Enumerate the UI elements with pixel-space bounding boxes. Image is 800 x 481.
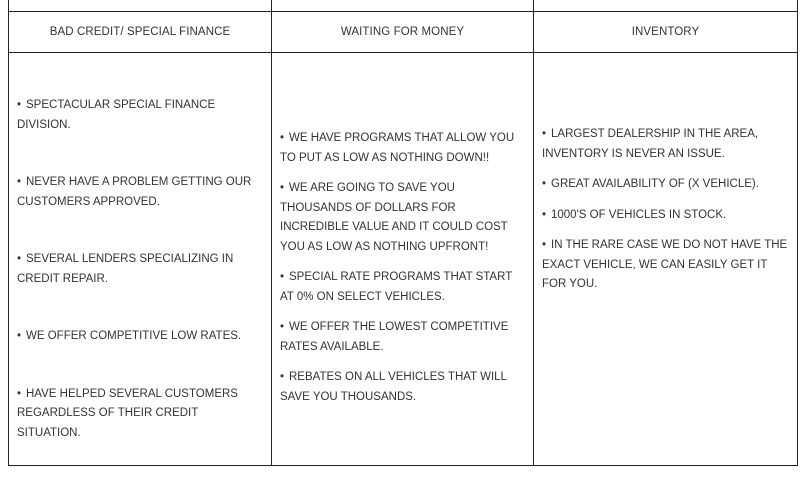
top-cell-2	[272, 0, 534, 12]
top-cell-3	[534, 0, 798, 12]
list-item-text: WE HAVE PROGRAMS THAT ALLOW YOU TO PUT AS LOW AS NOTHING DOWN!!	[280, 132, 515, 164]
bullet-icon: •	[542, 128, 547, 140]
bullet-icon: •	[17, 387, 22, 400]
column-header-bad-credit: BAD CREDIT/ SPECIAL FINANCE	[9, 12, 272, 53]
list-item-text: WE OFFER COMPETITIVE LOW RATES.	[26, 330, 242, 342]
bullet-icon: •	[17, 330, 22, 342]
bullet-icon: •	[542, 178, 547, 190]
top-cell-1	[9, 0, 272, 12]
list-item	[542, 175, 789, 195]
bad-credit-list	[17, 96, 263, 481]
list-item-text: GREAT AVAILABILITY OF (X VEHICLE).	[551, 178, 759, 190]
column-header-waiting-for-money: WAITING FOR MONEY	[272, 12, 534, 53]
bullet-icon: •	[542, 208, 547, 221]
list-item	[17, 250, 263, 289]
list-item	[17, 385, 263, 444]
list-item-text: SEVERAL LENDERS SPECIALIZING IN CREDIT REPAIR.	[17, 253, 234, 285]
bullet-icon: •	[280, 321, 285, 333]
list-item-text: HAVE HELPED SEVERAL CUSTOMERS REGARDLESS OF THEIR CREDIT SITUATION.	[17, 387, 238, 439]
list-item	[280, 268, 525, 307]
list-item	[17, 327, 263, 347]
inventory-list	[542, 125, 789, 306]
list-item	[17, 96, 263, 135]
inventory-cell	[534, 53, 798, 466]
list-item-text: SPECIAL RATE PROGRAMS THAT START AT 0% ON SELECT VEHICLES.	[280, 271, 513, 303]
table-top-row	[9, 0, 798, 12]
list-item	[542, 125, 789, 164]
bullet-icon: •	[280, 182, 285, 194]
bullet-icon: •	[280, 371, 285, 383]
column-header-inventory: INVENTORY	[534, 12, 798, 53]
table-body-row	[9, 53, 798, 466]
bullet-icon: •	[17, 176, 22, 188]
waiting-for-money-list	[280, 129, 525, 418]
list-item-text: SPECTACULAR SPECIAL FINANCE DIVISION.	[17, 99, 216, 131]
list-item	[280, 129, 525, 168]
bullet-icon: •	[280, 132, 285, 144]
list-item-text: WE OFFER THE LOWEST COMPETITIVE RATES AVAILABLE.	[280, 321, 509, 353]
list-item-text: NEVER HAVE A PROBLEM GETTING OUR CUSTOMERS APPROVED.	[17, 176, 252, 208]
list-item	[280, 318, 525, 357]
list-item-text: REBATES ON ALL VEHICLES THAT WILL SAVE YOU THOUSANDS.	[280, 371, 507, 403]
list-item-text: WE ARE GOING TO SAVE YOU THOUSANDS OF DOLLARS FOR INCREDIBLE VALUE AND IT COULD COST YOU AS LOW AS NOTHING UPFRONT!	[280, 182, 508, 253]
list-item	[542, 206, 789, 226]
list-item-text: 1000'S OF VEHICLES IN STOCK.	[551, 208, 727, 221]
features-table	[8, 0, 798, 466]
waiting-for-money-cell	[272, 53, 534, 466]
table-header-row	[9, 12, 798, 53]
bullet-icon: •	[17, 253, 22, 265]
bullet-icon: •	[17, 99, 22, 111]
bullet-icon: •	[280, 271, 285, 283]
list-item	[17, 173, 263, 212]
list-item	[280, 179, 525, 257]
bullet-icon: •	[542, 239, 547, 251]
list-item-text: LARGEST DEALERSHIP IN THE AREA, INVENTORY IS NEVER AN ISSUE.	[542, 128, 759, 160]
list-item-text: IN THE RARE CASE WE DO NOT HAVE THE EXACT VEHICLE, WE CAN EASILY GET IT FOR YOU.	[542, 239, 788, 290]
list-item	[542, 236, 789, 295]
bad-credit-cell	[9, 53, 272, 466]
list-item	[280, 368, 525, 407]
